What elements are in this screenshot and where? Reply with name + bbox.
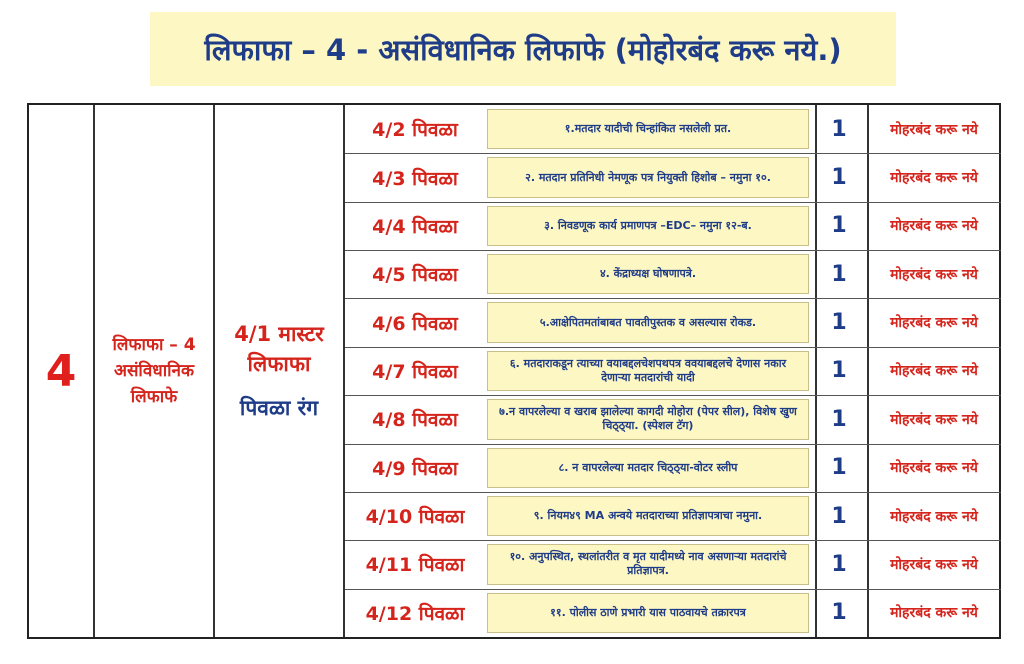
item-quantity: 1 bbox=[831, 406, 847, 432]
item-description: ६. मतदाराकडून त्याच्या वयाबद्दलचेशपथपत्र ववयाबद्दलचे देणास नकार देणाऱ्या मतदारांची यादी bbox=[487, 351, 809, 391]
seal-note: मोहरबंद करू नये bbox=[890, 170, 978, 187]
envelope-code: 4/10 पिवळा bbox=[365, 506, 465, 529]
item-quantity: 1 bbox=[831, 165, 847, 191]
envelope-code: 4/9 पिवळा bbox=[372, 457, 458, 480]
item-quantity: 1 bbox=[831, 358, 847, 384]
seal-note: मोहरबंद करू नये bbox=[890, 266, 978, 283]
envelope-name-line: असंविधानिक bbox=[113, 361, 195, 381]
table-row bbox=[345, 250, 1001, 298]
item-description: ४. केंद्राध्यक्ष घोषणापत्रे. bbox=[487, 254, 809, 294]
item-description: २. मतदान प्रतिनिधी नेमणूक पत्र नियुक्ती हिशोब – नमुना १०. bbox=[487, 157, 809, 197]
row-divider bbox=[345, 202, 1001, 203]
item-description: ७.न वापरलेल्या व खराब झालेल्या कागदी मोहोरा (पेपर सील), विशेष खुण चिठ्ठ्या. (स्पेशल टॅग) bbox=[487, 399, 809, 439]
row-divider bbox=[345, 250, 1001, 251]
item-description: १०. अनुपस्थित, स्थलांतरीत व मृत यादीमध्ये नाव असणाऱ्या मतदारांचे प्रतिज्ञापत्र. bbox=[487, 544, 809, 584]
table-row bbox=[345, 153, 1001, 201]
item-description: ५.आक्षेपितमतांबाबत पावतीपुस्तक व असल्यास रोकड. bbox=[487, 302, 809, 342]
master-envelope bbox=[215, 105, 343, 637]
table-row bbox=[345, 347, 1001, 395]
envelope-code: 4/5 पिवळा bbox=[372, 264, 458, 287]
table-row bbox=[345, 444, 1001, 492]
seal-note: मोहरबंद करू नये bbox=[890, 121, 978, 138]
envelope-code: 4/8 पिवळा bbox=[372, 409, 458, 432]
seal-note: मोहरबंद करू नये bbox=[890, 411, 978, 428]
envelope-code: 4/6 पिवळा bbox=[372, 312, 458, 335]
master-color: पिवळा रंग bbox=[239, 396, 319, 420]
envelope-code: 4/11 पिवळा bbox=[365, 554, 465, 577]
table-row bbox=[345, 202, 1001, 250]
table-row bbox=[345, 492, 1001, 540]
envelope-code: 4/12 पिवळा bbox=[365, 602, 465, 625]
item-description: ९. नियम४९ MA अन्वये मतदाराच्या प्रतिज्ञापत्राचा नमुना. bbox=[487, 496, 809, 536]
row-divider bbox=[345, 444, 1001, 445]
row-divider bbox=[345, 492, 1001, 493]
item-quantity: 1 bbox=[831, 503, 847, 529]
item-quantity: 1 bbox=[831, 261, 847, 287]
envelope-code: 4/7 पिवळा bbox=[372, 360, 458, 383]
item-quantity: 1 bbox=[831, 551, 847, 577]
row-divider bbox=[345, 347, 1001, 348]
envelope-code: 4/2 पिवळा bbox=[372, 119, 458, 142]
item-quantity: 1 bbox=[831, 213, 847, 239]
table-row bbox=[345, 105, 1001, 153]
master-line-2: लिफाफा bbox=[247, 352, 311, 376]
row-divider bbox=[345, 395, 1001, 396]
item-description: ११. पोलीस ठाणे प्रभारी यास पाठवायचे तक्रारपत्र bbox=[487, 593, 809, 633]
row-divider bbox=[345, 540, 1001, 541]
item-description: १.मतदार यादीची चिन्हांकित नसलेली प्रत. bbox=[487, 109, 809, 149]
envelope-code: 4/3 पिवळा bbox=[372, 167, 458, 190]
seal-note: मोहरबंद करू नये bbox=[890, 460, 978, 477]
seal-note: मोहरबंद करू नये bbox=[890, 508, 978, 525]
item-quantity: 1 bbox=[831, 455, 847, 481]
envelope-code: 4/4 पिवळा bbox=[372, 215, 458, 238]
row-divider bbox=[345, 153, 1001, 154]
item-quantity: 1 bbox=[831, 116, 847, 142]
item-quantity: 1 bbox=[831, 600, 847, 626]
envelope-name-line: लिफाफे bbox=[130, 387, 178, 407]
envelope-name-line: लिफाफा – 4 bbox=[112, 335, 196, 355]
seal-note: मोहरबंद करू नये bbox=[890, 315, 978, 332]
table-row bbox=[345, 589, 1001, 637]
page-title: लिफाफा – 4 - असंविधानिक लिफाफे (मोहोरबंद करू नये.) bbox=[204, 32, 842, 67]
table-row bbox=[345, 298, 1001, 346]
seal-note: मोहरबंद करू नये bbox=[890, 556, 978, 573]
table-row bbox=[345, 395, 1001, 443]
table-row bbox=[345, 540, 1001, 588]
seal-note: मोहरबंद करू नये bbox=[890, 605, 978, 622]
seal-note: मोहरबंद करू नये bbox=[890, 363, 978, 380]
envelope-table bbox=[27, 103, 1001, 639]
item-description: ३. निवडणूक कार्य प्रमाणपत्र –EDC– नमुना १२-ब. bbox=[487, 206, 809, 246]
row-divider bbox=[345, 589, 1001, 590]
envelope-number: 4 bbox=[45, 345, 77, 397]
envelope-name bbox=[95, 105, 213, 637]
item-description: ८. न वापरलेल्या मतदार चिठ्ठ्या-वोटर स्लीप bbox=[487, 448, 809, 488]
title-banner bbox=[150, 12, 896, 86]
master-line-1: 4/1 मास्टर bbox=[234, 322, 324, 346]
seal-note: मोहरबंद करू नये bbox=[890, 218, 978, 235]
row-divider bbox=[345, 298, 1001, 299]
item-quantity: 1 bbox=[831, 310, 847, 336]
